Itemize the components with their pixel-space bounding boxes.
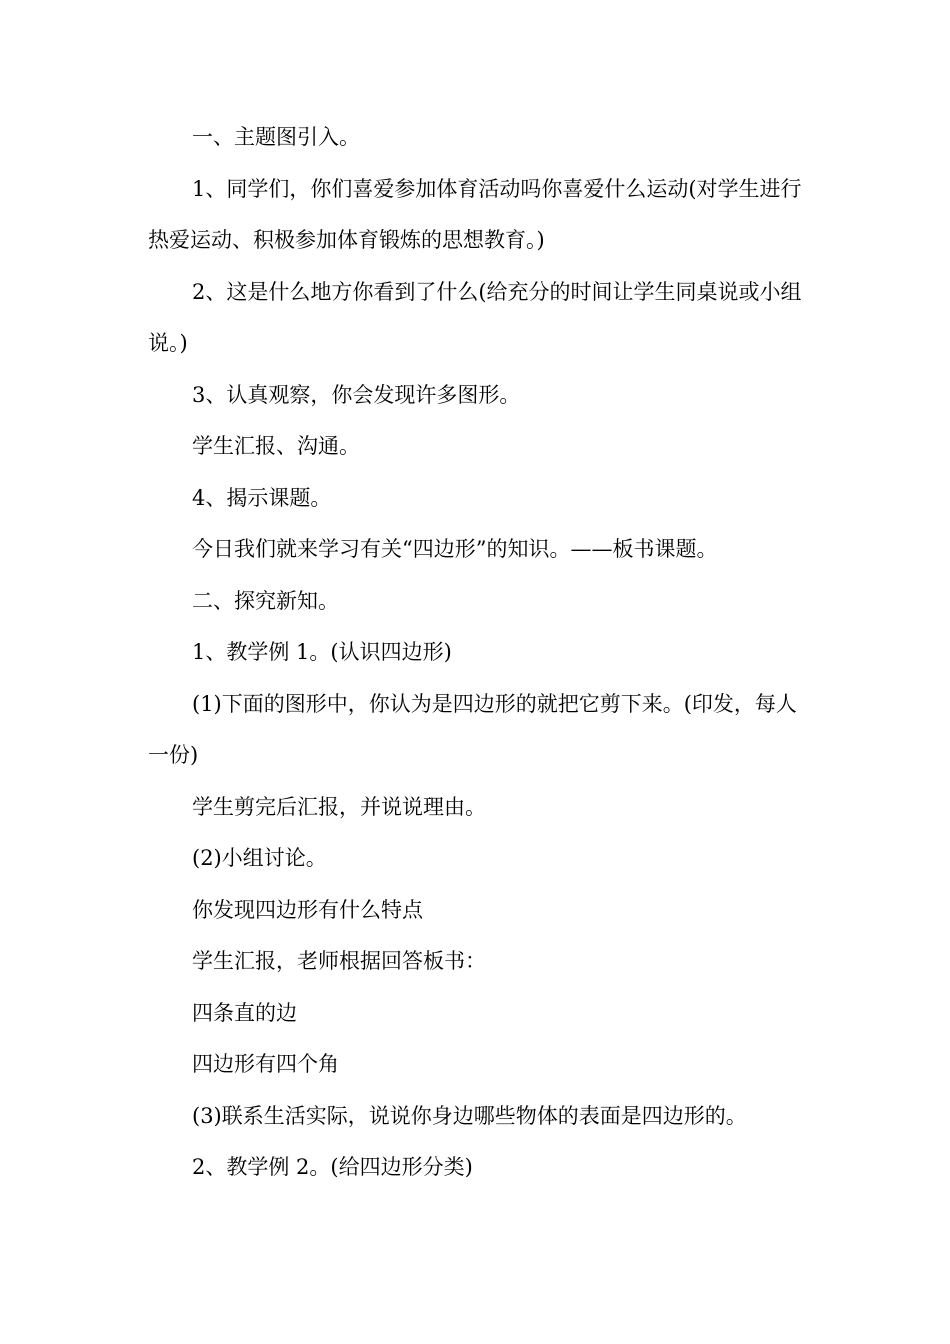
paragraph: 1、教学例 1。(认识四边形) (192, 640, 452, 664)
paragraph: 1、同学们，你们喜爱参加体育活动吗你喜爱什么运动(对学生进行热爱运动、积极参加体育锻炼的思想教育。) (148, 176, 802, 252)
document-body (148, 112, 808, 1194)
paragraph: (2)小组讨论。 (192, 846, 327, 870)
paragraph: 学生汇报、沟通。 (192, 434, 360, 458)
paragraph: 2、这是什么地方你看到了什么(给充分的时间让学生同桌说或小组说。) (148, 279, 802, 355)
paragraph: (1)下面的图形中，你认为是四边形的就把它剪下来。(印发，每人一份) (148, 691, 797, 767)
paragraph: 四边形有四个角 (192, 1052, 339, 1076)
paragraph: 4、揭示课题。 (192, 485, 332, 510)
paragraph: 今日我们就来学习有关“四边形”的知识。——板书课题。 (192, 537, 718, 561)
paragraph-heading-2: 二、探究新知。 (192, 588, 339, 613)
paragraph: 2、教学例 2。(给四边形分类) (192, 1155, 473, 1179)
paragraph-heading-1: 一、主题图引入。 (192, 125, 360, 149)
paragraph: 四条直的边 (192, 1000, 297, 1025)
paragraph: 学生汇报，老师根据回答板书： (192, 949, 486, 973)
paragraph: (3)联系生活实际，说说你身边哪些物体的表面是四边形的。 (192, 1103, 747, 1128)
paragraph: 你发现四边形有什么特点 (192, 897, 423, 922)
paragraph: 学生剪完后汇报，并说说理由。 (192, 794, 486, 819)
paragraph: 3、认真观察，你会发现许多图形。 (192, 382, 521, 407)
